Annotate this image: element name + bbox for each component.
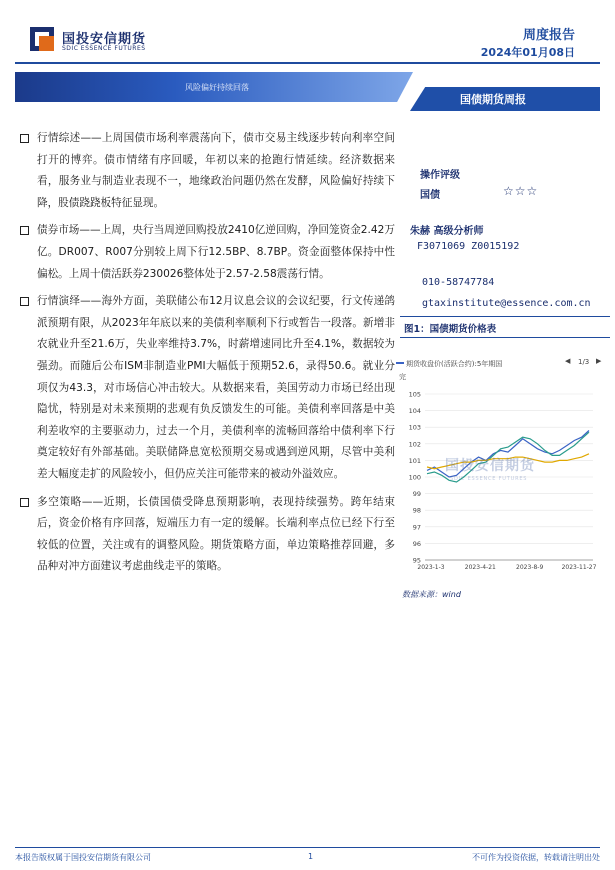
y-tick-label: 99 bbox=[412, 490, 421, 499]
x-tick-label: 2023-8-9 bbox=[516, 564, 544, 571]
page-number: 1 bbox=[308, 852, 314, 861]
company-name: 国投安信期货 bbox=[62, 32, 147, 47]
figure-divider-top bbox=[400, 316, 610, 317]
legend-wrap-text: 完 bbox=[399, 373, 406, 381]
y-tick-label: 102 bbox=[408, 440, 421, 449]
analyst-phone: 010-58747784 bbox=[422, 277, 495, 288]
figure-divider-bottom bbox=[400, 337, 610, 338]
company-logo-icon bbox=[30, 27, 54, 51]
y-tick-label: 95 bbox=[412, 556, 421, 565]
paragraph-text: 行情综述——上周国债市场利率震荡向下，债市交易主线逐步转向利率空间打开的博弈。债市情绪有序回暖，年初以来的抢跑行情延续。经济数据来看，服务业与制造业表现不一，地缘政治问题仍然在发酵，风险偏好持续下降，股债跷跷板特征显现。 bbox=[37, 132, 395, 209]
x-tick-label: 2023-1-3 bbox=[417, 564, 445, 571]
watermark: 国投安信期货 bbox=[445, 458, 535, 474]
y-tick-label: 98 bbox=[412, 506, 421, 515]
rating-product: 国债 bbox=[420, 190, 440, 201]
header-divider bbox=[15, 62, 600, 64]
paragraph-text: 行情演绎——海外方面，美联储公布12月议息会议的会议纪要，行文传递鸽派预期有限，从2023年年底以来的美债利率顺利下行或暂告一段落。新增非农就业升至21.6万，失业率维持3.7%，时薪增速同比升至4.1%，数据较为强劲。而随后公布ISM非制造业PMI大幅低于预期52.6，录得50.6。就业分项仅为43.3，对市场信心冲击较大。从数据来看，美国劳动力市场已经出现隐忧，特别是对未来预期的悲观有负反馈发生的可能。美债利率回落是中美利差收窄的主要驱动力，过去一个月，美债利率的流畅回落给中债利率下行奠定较好有外部基础。美联储降息宽松预期交易或遇到逆风期，尽管中美利差大幅度走扩的风险较小，但仍应关注可能带来的被动外溢效应。 bbox=[37, 295, 395, 480]
y-tick-label: 103 bbox=[408, 423, 421, 432]
rating-label: 操作评级 bbox=[420, 170, 460, 181]
headline-text: 风险偏好持续回落 bbox=[185, 83, 249, 92]
analyst-certificate: F3071069 Z0015192 bbox=[417, 241, 520, 252]
square-bullet-icon bbox=[20, 226, 29, 235]
y-tick-label: 105 bbox=[408, 390, 421, 399]
legend-prev-icon[interactable]: ◀ bbox=[565, 357, 571, 365]
y-tick-label: 97 bbox=[412, 523, 421, 532]
main-text-column bbox=[20, 128, 395, 584]
x-tick-label: 2023-11-27 bbox=[561, 564, 597, 571]
report-date: 2024年01月08日 bbox=[480, 46, 575, 59]
paragraph-market-drivers bbox=[20, 291, 395, 485]
data-source: 数据来源：wind bbox=[402, 590, 461, 599]
figure-title: 图1：国债期货价格表 bbox=[404, 324, 497, 335]
report-type: 周度报告 bbox=[522, 28, 575, 43]
legend-next-icon[interactable]: ▶ bbox=[596, 357, 602, 365]
square-bullet-icon bbox=[20, 297, 29, 306]
y-tick-label: 100 bbox=[408, 473, 421, 482]
y-tick-label: 96 bbox=[412, 539, 421, 548]
footer-copyright: 本报告版权属于国投安信期货有限公司 bbox=[15, 853, 151, 862]
footer-disclaimer: 不可作为投资依据，转载请注明出处 bbox=[472, 853, 600, 862]
watermark-en: SDIC ESSENCE FUTURES bbox=[450, 476, 528, 482]
square-bullet-icon bbox=[20, 498, 29, 507]
legend-page-indicator: 1/3 bbox=[578, 358, 590, 366]
paragraph-text: 多空策略——近期，长债国债受降息预期影响，表现持续强势。跨年结束后，资金价格有序回落，短端压力有一定的缓解。长端利率点位已经下行至较低的位置，关注或有的调整风险。期货策略方面，单边策略推荐回避，多品种对冲方面建议考虑曲线走平的策略。 bbox=[37, 495, 395, 573]
paragraph-bond-market bbox=[20, 220, 395, 285]
company-name-en: SDIC ESSENCE FUTURES bbox=[62, 45, 146, 52]
footer-divider bbox=[15, 847, 600, 848]
rating-stars-icon: ☆☆☆ bbox=[503, 184, 539, 198]
paragraph-text: 债券市场——上周，央行当周逆回购投放2410亿逆回购，净回笼资金2.42万亿。DR007、R007分别较上周下行12.5BP、8.7BP。资金面整体保持中性偏松。上周十债活跃券230026整体处于2.57-2.58震荡行情。 bbox=[37, 224, 395, 280]
paragraph-strategy bbox=[20, 492, 395, 578]
square-bullet-icon bbox=[20, 134, 29, 143]
analyst-email[interactable]: gtaxinstitute@essence.com.cn bbox=[422, 298, 591, 309]
report-series-title: 国债期货周报 bbox=[460, 93, 526, 106]
x-tick-label: 2023-4-21 bbox=[464, 564, 496, 571]
paragraph-market-review bbox=[20, 128, 395, 214]
y-tick-label: 104 bbox=[408, 407, 421, 416]
chart-legend: 期货收盘价(活跃合约):5年期国 bbox=[406, 360, 503, 368]
analyst-name: 朱赫 高级分析师 bbox=[410, 226, 484, 237]
y-tick-label: 101 bbox=[408, 456, 421, 465]
